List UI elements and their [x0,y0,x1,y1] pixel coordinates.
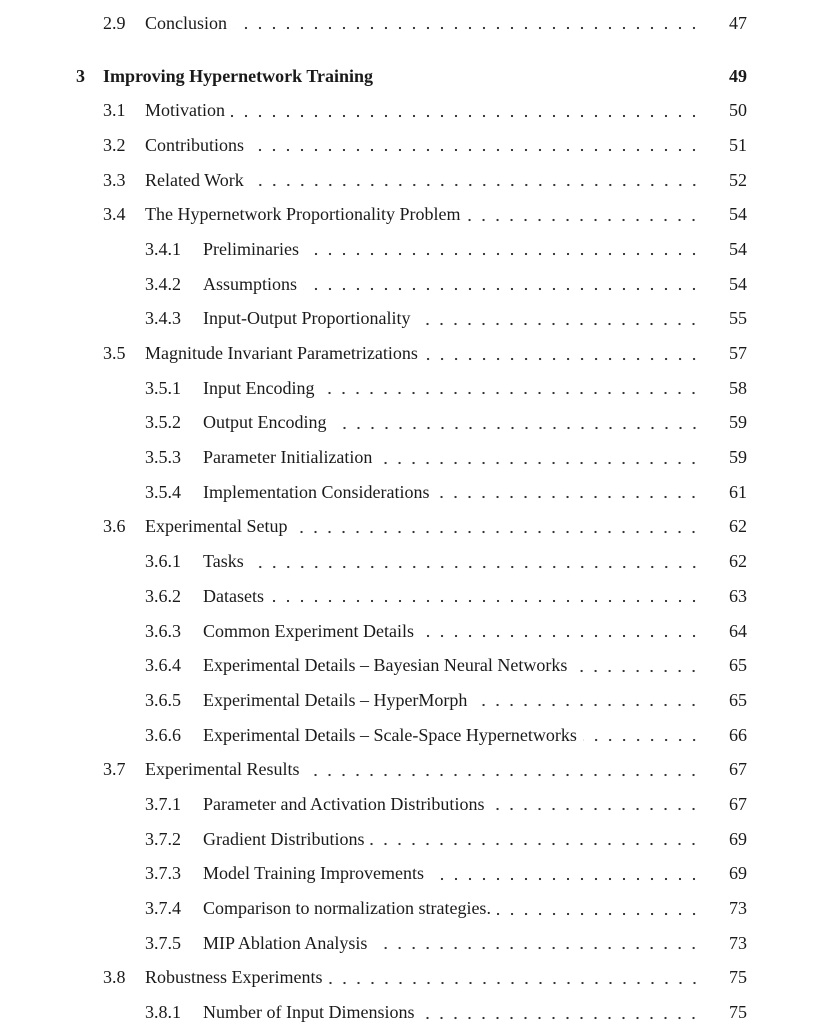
entry-number: 3.5.1 [145,377,181,398]
toc-section-entry[interactable] [0,128,747,163]
dot-leader [250,553,701,571]
entry-number: 3.8.1 [145,1002,181,1023]
entry-number: 3.7.3 [145,863,181,884]
entry-page-number: 59 [729,412,747,433]
entry-page-number: 75 [729,967,747,988]
toc-subsection-entry[interactable] [0,406,747,441]
dot-leader [373,934,701,952]
dot-leader [497,900,701,918]
entry-title: Assumptions [203,273,298,294]
entry-number: 3.4.1 [145,238,181,259]
entry-page-number: 61 [729,481,747,502]
entry-number: 3 [76,65,85,86]
dot-leader [420,622,701,640]
entry-number: 3.7.2 [145,828,181,849]
toc-subsection-entry[interactable] [0,267,747,302]
entry-number: 3.2 [103,134,126,155]
entry-page-number: 50 [729,100,747,121]
entry-number: 3.5.2 [145,412,181,433]
dot-leader [320,379,701,397]
entry-title: Model Training Improvements [203,863,424,884]
entry-number: 3.6.3 [145,620,181,641]
dot-leader [329,969,702,987]
entry-title: Input Encoding [203,377,315,398]
entry-page-number: 65 [729,689,747,710]
entry-page-number: 66 [729,724,747,745]
entry-number: 3.6.5 [145,689,181,710]
toc-subsection-entry[interactable] [0,995,747,1030]
entry-number: 3.7.4 [145,898,181,919]
entry-page-number: 59 [729,447,747,468]
toc-section-entry[interactable] [0,6,747,41]
toc-subsection-entry[interactable] [0,857,747,892]
entry-page-number: 73 [729,932,747,953]
entry-page-number: 55 [729,308,747,329]
dot-leader [303,275,701,293]
entry-title: Implementation Considerations [203,481,430,502]
dot-leader [473,691,701,709]
entry-title: Contributions [145,134,245,155]
dot-leader [293,518,701,536]
toc-subsection-entry[interactable] [0,822,747,857]
toc-subsection-entry[interactable] [0,926,747,961]
entry-number: 3.5 [103,343,126,364]
entry-title: Experimental Details – Bayesian Neural Networks [203,655,568,676]
entry-title: Robustness Experiments [145,967,323,988]
dot-leader [424,345,701,363]
toc-subsection-entry[interactable] [0,579,747,614]
dot-leader [466,206,701,224]
entry-page-number: 73 [729,898,747,919]
toc-subsection-entry[interactable] [0,440,747,475]
entry-page-number: 47 [729,12,747,33]
entry-number: 3.7.5 [145,932,181,953]
dot-leader [573,657,701,675]
entry-page-number: 65 [729,655,747,676]
entry-number: 3.7 [103,759,126,780]
entry-number: 3.3 [103,169,126,190]
table-of-contents [0,6,833,1030]
dot-leader [378,449,701,467]
toc-subsection-entry[interactable] [0,544,747,579]
entry-title: Magnitude Invariant Parametrizations [145,343,418,364]
entry-number: 3.6.4 [145,655,181,676]
entry-title: Parameter Initialization [203,447,373,468]
dot-leader [333,414,702,432]
toc-subsection-entry[interactable] [0,891,747,926]
toc-section-entry[interactable] [0,510,747,545]
entry-title: Number of Input Dimensions [203,1002,415,1023]
toc-subsection-entry[interactable] [0,302,747,337]
entry-title: Experimental Details – Scale-Space Hypernetworks [203,724,577,745]
entry-title: Motivation [145,100,225,121]
entry-title: Experimental Details – HyperMorph [203,689,468,710]
toc-subsection-entry[interactable] [0,787,747,822]
entry-page-number: 49 [729,65,747,86]
entry-number: 3.6.1 [145,551,181,572]
entry-number: 3.4.3 [145,308,181,329]
dot-leader [250,171,701,189]
entry-number: 2.9 [103,12,126,33]
dot-leader [490,795,701,813]
entry-page-number: 62 [729,516,747,537]
toc-section-entry[interactable] [0,163,747,198]
dot-leader [416,310,701,328]
entry-page-number: 75 [729,1002,747,1023]
dot-leader [583,726,701,744]
entry-page-number: 54 [729,273,747,294]
dot-leader [305,761,701,779]
entry-page-number: 58 [729,377,747,398]
entry-number: 3.6 [103,516,126,537]
toc-section-entry[interactable] [0,93,747,128]
dot-leader [270,587,701,605]
entry-number: 3.6.2 [145,585,181,606]
entry-title: Preliminaries [203,238,299,259]
toc-section-entry[interactable] [0,752,747,787]
entry-title: Comparison to normalization strategies. [203,898,491,919]
entry-page-number: 52 [729,169,747,190]
toc-subsection-entry[interactable] [0,614,747,649]
dot-leader [305,240,701,258]
entry-page-number: 69 [729,828,747,849]
entry-page-number: 51 [729,134,747,155]
entry-title: The Hypernetwork Proportionality Problem [145,204,461,225]
entry-number: 3.5.4 [145,481,181,502]
entry-page-number: 57 [729,343,747,364]
entry-number: 3.6.6 [145,724,181,745]
entry-number: 3.5.3 [145,447,181,468]
toc-subsection-entry[interactable] [0,683,747,718]
entry-page-number: 69 [729,863,747,884]
entry-title: Input-Output Proportionality [203,308,411,329]
dot-leader [231,102,701,120]
entry-page-number: 64 [729,620,747,641]
entry-title: Gradient Distributions [203,828,365,849]
entry-number: 3.1 [103,100,126,121]
entry-title: Common Experiment Details [203,620,414,641]
entry-title: Experimental Results [145,759,300,780]
entry-title: Conclusion [145,12,228,33]
dot-leader [435,483,701,501]
entry-page-number: 54 [729,238,747,259]
entry-number: 3.4 [103,204,126,225]
entry-title: Output Encoding [203,412,327,433]
entry-title: Datasets [203,585,264,606]
toc-subsection-entry[interactable] [0,371,747,406]
dot-leader [379,67,701,85]
toc-subsection-entry[interactable] [0,475,747,510]
toc-chapter-entry[interactable] [0,59,747,94]
entry-page-number: 67 [729,793,747,814]
entry-page-number: 54 [729,204,747,225]
entry-number: 3.7.1 [145,793,181,814]
dot-leader [420,1004,701,1022]
dot-leader [250,136,701,154]
toc-subsection-entry[interactable] [0,232,747,267]
toc-section-entry[interactable] [0,961,747,996]
entry-title: MIP Ablation Analysis [203,932,368,953]
entry-title: Experimental Setup [145,516,288,537]
entry-number: 3.4.2 [145,273,181,294]
entry-title: Improving Hypernetwork Training [103,65,374,86]
toc-section-entry[interactable] [0,197,747,232]
entry-title: Related Work [145,169,244,190]
dot-leader [370,830,701,848]
entry-title: Tasks [203,551,244,572]
entry-page-number: 62 [729,551,747,572]
dot-leader [233,14,701,32]
entry-title: Parameter and Activation Distributions [203,793,485,814]
entry-number: 3.8 [103,967,126,988]
entry-page-number: 67 [729,759,747,780]
dot-leader [430,865,701,883]
toc-section-entry[interactable] [0,336,747,371]
toc-subsection-entry[interactable] [0,718,747,753]
toc-subsection-entry[interactable] [0,648,747,683]
entry-page-number: 63 [729,585,747,606]
